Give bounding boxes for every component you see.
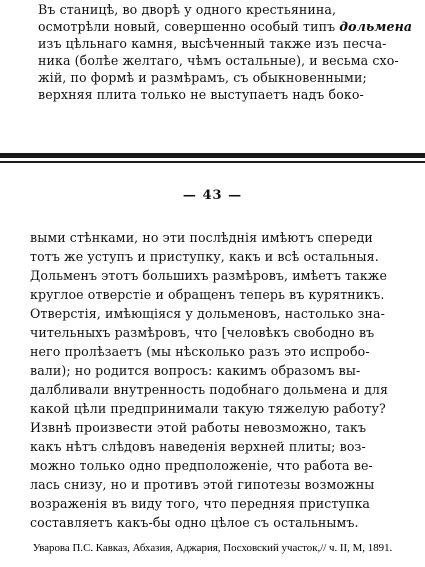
text-line: какой цѣли предпринимали такую тяжелую работу? bbox=[30, 401, 386, 416]
text-line-part: осмотрѣли новый, совершенно особый типъ bbox=[38, 19, 336, 34]
text-line: далбливали внутренность подобнаго дольмена и для bbox=[30, 382, 389, 397]
emphasized-word: дольмена bbox=[339, 19, 413, 34]
text-line bbox=[38, 19, 412, 35]
text-line: возраженія въ виду того, что передняя приступка bbox=[30, 496, 371, 511]
text-line: Въ станицѣ, во дворѣ у одного крестьянина, bbox=[38, 2, 337, 17]
text-line: тотъ же уступъ и приступку, какъ и всѣ остальныя. bbox=[30, 249, 379, 264]
text-line: Извнѣ произвести этой работы невозможно, такъ bbox=[30, 420, 367, 435]
text-line: Дольменъ этотъ большихъ размѣровъ, имѣетъ также bbox=[30, 268, 388, 283]
text-line: верхняя плита только не выступаетъ надъ боко- bbox=[38, 87, 364, 102]
text-line: можно только одно предположеніе, что работа ве- bbox=[30, 458, 373, 473]
text-line: круглое отверстіе и обращенъ теперь въ курятникъ. bbox=[30, 287, 385, 302]
text-line: ника (болѣе желтаго, чѣмъ остальные), и весьма схо- bbox=[38, 53, 399, 68]
text-line: чительныхъ размѣровъ, что [человѣкъ свободно въ bbox=[30, 325, 375, 340]
page-divider-thick bbox=[0, 153, 425, 158]
text-line: изъ цѣльнаго камня, высѣченный также изъ песча- bbox=[38, 36, 387, 51]
text-line: выми стѣнками, но эти послѣднія имѣютъ спереди bbox=[30, 230, 373, 245]
text-line: вали); но родится вопросъ: какимъ образомъ вы- bbox=[30, 363, 361, 378]
text-line: какъ нѣтъ слѣдовъ наведенія верхней плиты; воз- bbox=[30, 439, 366, 454]
source-caption: Уварова П.С. Кавказ, Абхазия, Аджария, Посховский участок,// ч. II, М, 1891. bbox=[32, 542, 393, 554]
page-divider-thin bbox=[0, 161, 425, 163]
text-line: него пролѣзаетъ (мы нѣсколько разъ это испробо- bbox=[30, 344, 370, 359]
text-line: жій, по формѣ и размѣрамъ, съ обыкновенными; bbox=[38, 70, 367, 85]
text-line: лась снизу, но и противъ этой гипотезы возможны bbox=[30, 477, 375, 492]
text-line: Отверстія, имѣющіяся у дольменовъ, настолько зна- bbox=[30, 306, 386, 321]
page-number: — 43 — bbox=[182, 188, 243, 203]
text-line: составляетъ какъ-бы одно цѣлое съ остальнымъ. bbox=[30, 515, 359, 530]
